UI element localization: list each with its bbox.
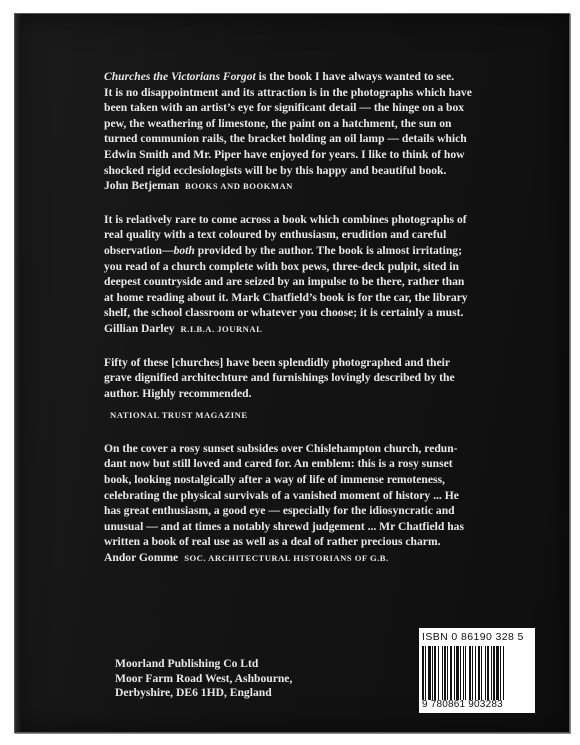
review-text — [104, 69, 520, 178]
review-line: dant now but still loved and cared for. An emblem: this is a rosy sunset — [104, 457, 453, 471]
ean-number: 9 780861 903283 — [422, 699, 503, 710]
publisher-block — [115, 657, 292, 701]
review-national-trust — [104, 355, 520, 424]
review-line: at home reading about it. Mark Chatfield’s book is for the car, the library — [104, 290, 468, 304]
review-line: shocked rigid ecclesiologists will be by this happy and beautiful book. — [104, 163, 447, 177]
review-source: R.I.B.A. JOURNAL — [180, 323, 263, 334]
review-source: BOOKS AND BOOKMAN — [185, 181, 293, 192]
review-line: turned communion rails, the bracket holding an oil lamp — details which — [104, 132, 467, 146]
review-source: SOC. ARCHITECTURAL HISTORIANS OF G.B. — [184, 553, 389, 564]
review-gomme — [104, 441, 520, 567]
publisher-name: Moorland Publishing Co Ltd — [115, 657, 259, 670]
review-line: provided by the author. The book is almost irritating; — [194, 243, 462, 257]
isbn-barcode-label — [419, 628, 535, 713]
reviewer-name: Andor Gomme — [104, 551, 179, 565]
review-line: pew, the weathering of limestone, the paint on a hatchment, the sun on — [104, 116, 452, 130]
isbn-number: ISBN 0 86190 328 5 — [422, 631, 524, 643]
reviewer-name: John Betjeman — [104, 179, 180, 193]
reviewer-name: Gillian Darley — [104, 321, 175, 335]
review-line: been taken with an artist’s eye for significant detail — the hinge on a box — [104, 101, 465, 115]
review-line: On the cover a rosy sunset subsides over Chislehampton church, redun- — [104, 441, 458, 455]
review-line: is the book I have always wanted to see. — [255, 70, 455, 83]
review-line: you read of a church complete with box pews, three-deck pulpit, sited in — [104, 259, 459, 273]
publisher-address-line: Derbyshire, DE6 1HD, England — [115, 686, 272, 699]
review-line: author. Highly recommended. — [104, 386, 252, 400]
reviews-block — [104, 69, 520, 584]
review-attribution — [104, 321, 520, 338]
review-line: Fifty of these [churches] have been splendidly photographed and their — [104, 355, 451, 369]
review-attribution — [104, 550, 520, 567]
review-line: Edwin Smith and Mr. Piper have enjoyed for years. I like to think of how — [104, 147, 465, 161]
emphasis-word: both — [173, 243, 195, 257]
review-source: NATIONAL TRUST MAGAZINE — [110, 410, 248, 421]
review-line: written a book of real use as well as a deal of rather precious charm. — [104, 535, 441, 549]
review-attribution — [104, 178, 520, 195]
review-attribution — [104, 407, 520, 424]
review-line: unusual — and at times a notably shrewd judgement ... Mr Chatfield has — [104, 519, 464, 533]
review-line: book, looking nostalgically after a way of life of immense remoteness, — [104, 473, 445, 487]
review-betjeman — [104, 69, 520, 195]
review-line: celebrating the physical survivals of a vanished moment of history ... He — [104, 488, 459, 502]
review-line: It is no disappointment and its attraction is in the photographs which have — [104, 85, 472, 99]
review-line: has great enthusiasm, a good eye — especially for the idiosyncratic and — [104, 504, 455, 518]
book-title: Churches the Victorians Forgot — [104, 70, 256, 83]
review-line: observation— — [104, 243, 174, 257]
barcode-icon — [422, 646, 532, 700]
review-line: shelf, the school classroom or whatever you choose; it is certainly a must. — [104, 306, 464, 320]
review-line: deepest countryside and are seized by an impulse to be there, rather than — [104, 275, 465, 289]
review-text — [104, 441, 520, 550]
review-line: grave dignified architechture and furnishings lovingly described by the — [104, 371, 455, 385]
review-text — [104, 212, 520, 321]
review-darley — [104, 212, 520, 338]
review-line: It is relatively rare to come across a book which combines photographs of — [104, 212, 467, 226]
review-line: real quality with a text coloured by enthusiasm, erudition and careful — [104, 228, 447, 242]
review-text — [104, 355, 520, 402]
publisher-address-line: Moor Farm Road West, Ashbourne, — [115, 671, 293, 685]
